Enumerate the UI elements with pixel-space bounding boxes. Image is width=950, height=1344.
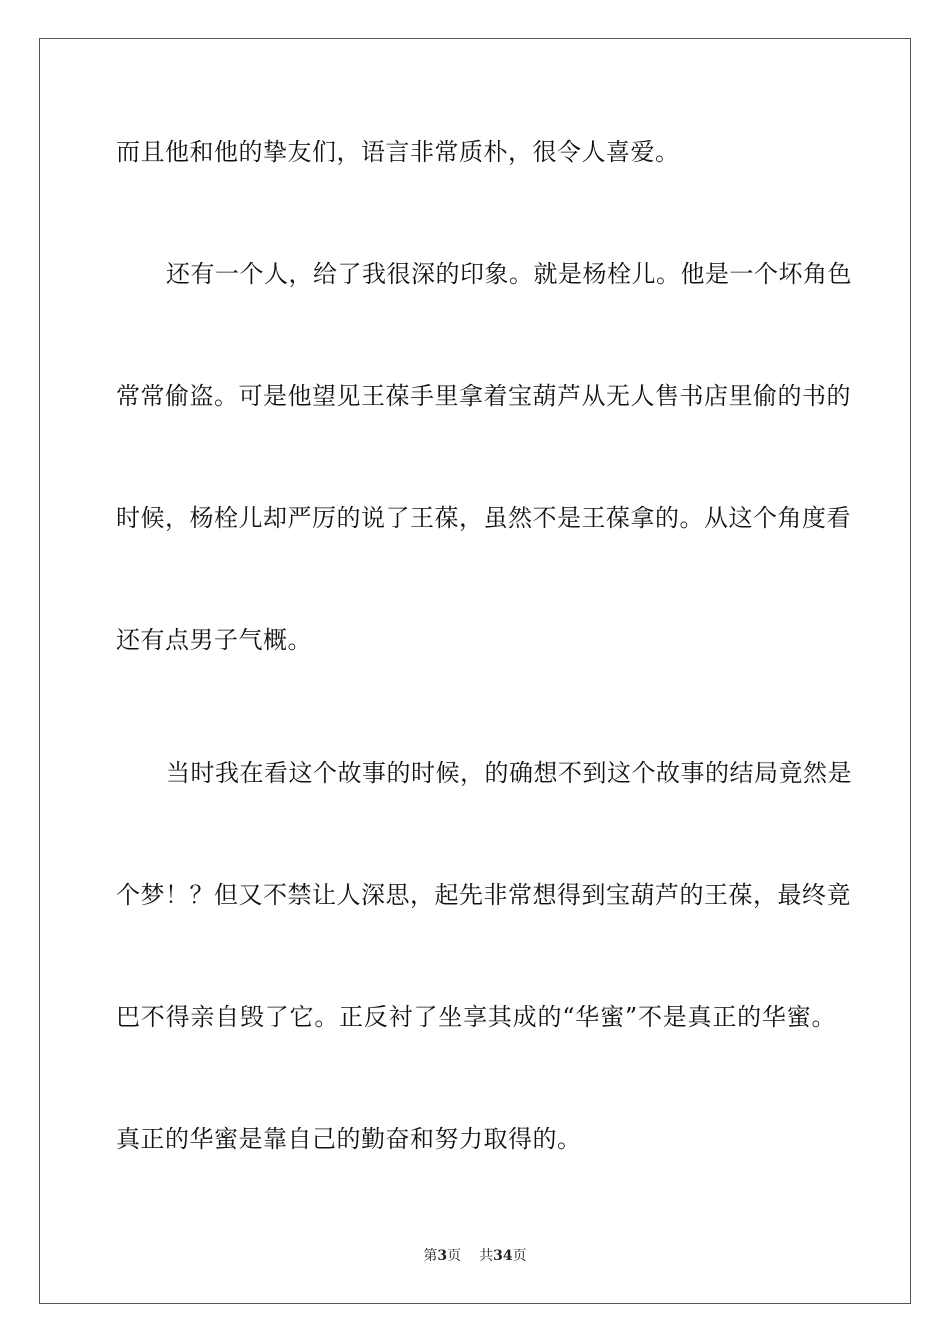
footer-page-prefix: 第	[423, 1248, 438, 1264]
page-border	[39, 38, 911, 1304]
text-line: 个梦！？但又不禁让人深思，起先非常想得到宝葫芦的王葆，最终竟	[116, 881, 851, 909]
text-line: 时候，杨栓儿却严厉的说了王葆，虽然不是王葆拿的。从这个角度看	[116, 504, 851, 532]
text-line: 真正的华蜜是靠自己的勤奋和努力取得的。	[116, 1125, 582, 1153]
text-line: 而且他和他的挚友们，语言非常质朴，很令人喜爱。	[116, 138, 680, 166]
footer-total-prefix: 共	[479, 1248, 494, 1264]
page-footer	[0, 1247, 950, 1265]
text-line: 巴不得亲自毁了它。正反衬了坐享其成的“华蜜”不是真正的华蜜。	[116, 1003, 836, 1031]
text-line: 还有一个人，给了我很深的印象。就是杨栓儿。他是一个坏角色	[166, 260, 852, 288]
text-line: 还有点男子气概。	[116, 626, 312, 654]
text-line: 当时我在看这个故事的时候，的确想不到这个故事的结局竟然是	[166, 759, 852, 787]
footer-total-pages: 34	[493, 1248, 513, 1264]
footer-page-number: 3	[437, 1248, 448, 1264]
footer-total-suffix: 页	[512, 1248, 527, 1264]
footer-page-suffix: 页	[447, 1248, 462, 1264]
text-line: 常常偷盗。可是他望见王葆手里拿着宝葫芦从无人售书店里偷的书的	[116, 382, 851, 410]
